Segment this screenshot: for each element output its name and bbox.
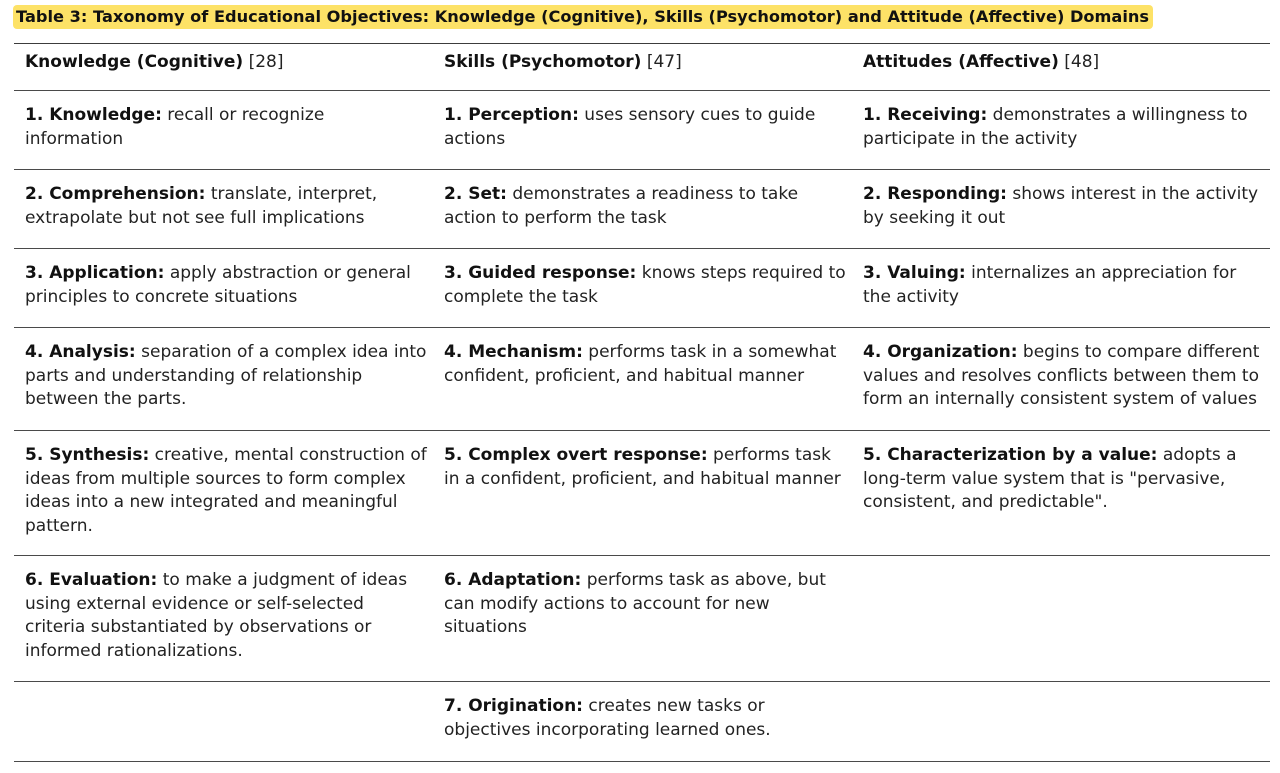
taxonomy-table [14,43,1270,762]
cell-label: 1. Perception: [444,105,579,125]
table-cell [852,249,1270,327]
cell-text: recall or recognize information [25,105,325,149]
cell-label: 3. Guided response: [444,263,637,283]
table-cell [852,91,1270,169]
header-cell-knowledge [14,44,433,90]
cell-label: 2. Set: [444,184,507,204]
cell-label: 5. Complex overt response: [444,445,708,465]
table-cell [433,328,852,430]
cell-label: 2. Comprehension: [25,184,206,204]
cell-text: separation of a complex idea into parts and understanding of relationship between the parts. [25,342,427,410]
cell-label: 6. Evaluation: [25,570,158,590]
table-cell [14,170,433,248]
table-row [14,328,1270,431]
table-header-row [14,44,1270,91]
table-cell [14,431,433,555]
cell-text: uses sensory cues to guide actions [444,105,816,149]
cell-label: 3. Application: [25,263,165,283]
table-cell [433,170,852,248]
cell-text: knows steps required to complete the task [444,263,846,307]
cell-label: 5. Synthesis: [25,445,150,465]
header-name: Attitudes (Affective) [863,52,1059,72]
header-ref: [28] [248,52,284,72]
table-row [14,556,1270,682]
header-name: Skills (Psychomotor) [444,52,642,72]
cell-text: translate, interpret, extrapolate but not see full implications [25,184,378,228]
header-cell-attitudes [852,44,1270,90]
table-row [14,91,1270,170]
table-cell [852,431,1270,555]
table-cell [14,328,433,430]
cell-text: demonstrates a readiness to take action to perform the task [444,184,799,228]
cell-text: performs task as above, but can modify actions to account for new situations [444,570,826,638]
cell-text: performs task in a somewhat confident, proficient, and habitual manner [444,342,837,386]
table-cell [852,328,1270,430]
table-row [14,431,1270,556]
table-row [14,249,1270,328]
header-name: Knowledge (Cognitive) [25,52,244,72]
cell-label: 5. Characterization by a value: [863,445,1158,465]
cell-label: 6. Adaptation: [444,570,582,590]
cell-label: 3. Valuing: [863,263,966,283]
cell-text: adopts a long-term value system that is "pervasive, consistent, and predictable". [863,445,1237,513]
table-cell [433,682,852,761]
cell-text: apply abstraction or general principles to concrete situations [25,263,411,307]
cell-label: 2. Responding: [863,184,1007,204]
cell-text: shows interest in the activity by seeking it out [863,184,1259,228]
cell-text: creates new tasks or objectives incorporating learned ones. [444,696,771,740]
header-ref: [47] [646,52,682,72]
table-cell [852,170,1270,248]
cell-label: 4. Organization: [863,342,1018,362]
cell-text: creative, mental construction of ideas from multiple sources to form complex ideas into a new integrated and meaningful pattern. [25,445,427,536]
table-cell [14,556,433,681]
header-cell-skills [433,44,852,90]
cell-text: to make a judgment of ideas using external evidence or self-selected criteria substantiated by observations or informed rationalizations. [25,570,408,661]
table-cell [433,249,852,327]
cell-text: begins to compare different values and resolves conflicts between them to form an internally consistent system of values [863,342,1260,410]
cell-label: 4. Mechanism: [444,342,583,362]
table-cell [433,431,852,555]
table-cell-empty [852,556,1270,681]
cell-label: 4. Analysis: [25,342,136,362]
cell-label: 7. Origination: [444,696,583,716]
cell-label: 1. Knowledge: [25,105,162,125]
cell-text: demonstrates a willingness to participate in the activity [863,105,1248,149]
table-cell-empty [14,682,433,761]
table-cell-empty [852,682,1270,761]
table-cell [14,91,433,169]
table-row [14,682,1270,762]
table-row [14,170,1270,249]
header-ref: [48] [1064,52,1100,72]
table-cell [433,91,852,169]
table-caption: Table 3: Taxonomy of Educational Objectives: Knowledge (Cognitive), Skills (Psychomotor) and Attitude (Affective) Domains [13,5,1153,29]
cell-text: performs task in a confident, proficient, and habitual manner [444,445,841,489]
cell-text: internalizes an appreciation for the activity [863,263,1237,307]
cell-label: 1. Receiving: [863,105,988,125]
table-cell [433,556,852,681]
table-cell [14,249,433,327]
